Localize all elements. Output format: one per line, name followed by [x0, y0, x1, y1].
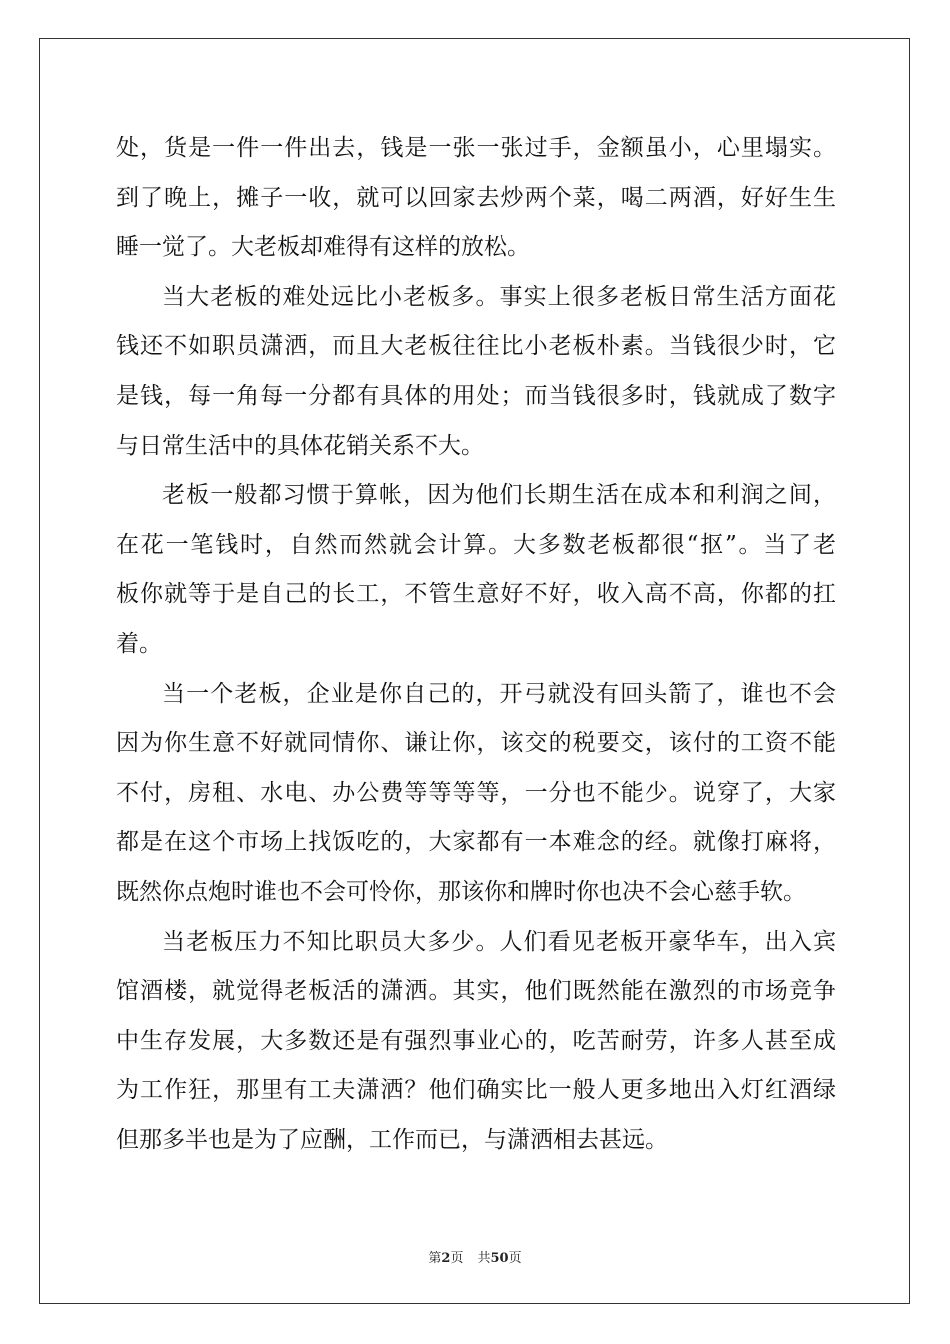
- page-footer: [0, 1247, 950, 1266]
- text-line: 因为你生意不好就同情你、谦让你，该交的税要交，该付的工资不能: [116, 730, 836, 757]
- text-line: 但那多半也是为了应酬，工作而已，与潇洒相去甚远。: [116, 1126, 668, 1153]
- text-line: 处，货是一件一件出去，钱是一张一张过手，金额虽小，心里塌实。: [116, 135, 836, 161]
- paragraph: [116, 918, 836, 1166]
- text-line: 中生存发展，大多数还是有强烈事业心的，吃苦耐劳，许多人甚至成: [116, 1027, 836, 1054]
- text-line: 板你就等于是自己的长工，不管生意好不好，收入高不高，你都的扛: [116, 581, 836, 608]
- paragraph: [116, 273, 836, 471]
- text-line: 当一个老板，企业是你自己的，开弓就没有回头箭了，谁也不会: [162, 680, 836, 707]
- text-line: 是钱，每一角每一分都有具体的用处；而当钱很多时，钱就成了数字: [116, 382, 836, 409]
- page-suffix: 页: [450, 1251, 464, 1266]
- text-line: 当老板压力不知比职员大多少。人们看见老板开豪华车，出入宾: [162, 928, 836, 955]
- total-prefix: 共: [477, 1251, 491, 1266]
- text-line: 老板一般都习惯于算帐，因为他们长期生活在成本和利润之间，: [162, 482, 836, 509]
- page-prefix: 第: [428, 1251, 442, 1266]
- text-line: 不付，房租、水电、办公费等等等等，一分也不能少。说穿了，大家: [116, 779, 836, 806]
- text-line: 到了晚上，摊子一收，就可以回家去炒两个菜，喝二两酒，好好生生: [116, 184, 836, 211]
- page-number: 2: [441, 1251, 451, 1266]
- document-body: [116, 124, 836, 1165]
- text-line: 为工作狂，那里有工夫潇洒？他们确实比一般人更多地出入灯红酒绿: [116, 1077, 836, 1104]
- total-suffix: 页: [508, 1251, 522, 1266]
- text-line: 当大老板的难处远比小老板多。事实上很多老板日常生活方面花: [162, 283, 836, 310]
- text-line: 睡一觉了。大老板却难得有这样的放松。: [116, 234, 530, 261]
- text-line: 既然你点炮时谁也不会可怜你，那该你和牌时你也决不会心慈手软。: [116, 878, 806, 905]
- text-line: 在花一笔钱时，自然而然就会计算。大多数老板都很“抠”。当了老: [116, 531, 836, 558]
- text-line: 与日常生活中的具体花销关系不大。: [116, 432, 484, 459]
- text-line: 着。: [116, 630, 162, 657]
- paragraph: [116, 124, 836, 273]
- text-line: 都是在这个市场上找饭吃的，大家都有一本难念的经。就像打麻将，: [116, 829, 836, 856]
- text-line: 馆酒楼，就觉得老板活的潇洒。其实，他们既然能在激烈的市场竞争: [116, 978, 836, 1005]
- total-pages: 50: [490, 1251, 509, 1266]
- paragraph: [116, 670, 836, 918]
- text-line: 钱还不如职员潇洒，而且大老板往往比小老板朴素。当钱很少时，它: [116, 333, 836, 360]
- paragraph: [116, 471, 836, 669]
